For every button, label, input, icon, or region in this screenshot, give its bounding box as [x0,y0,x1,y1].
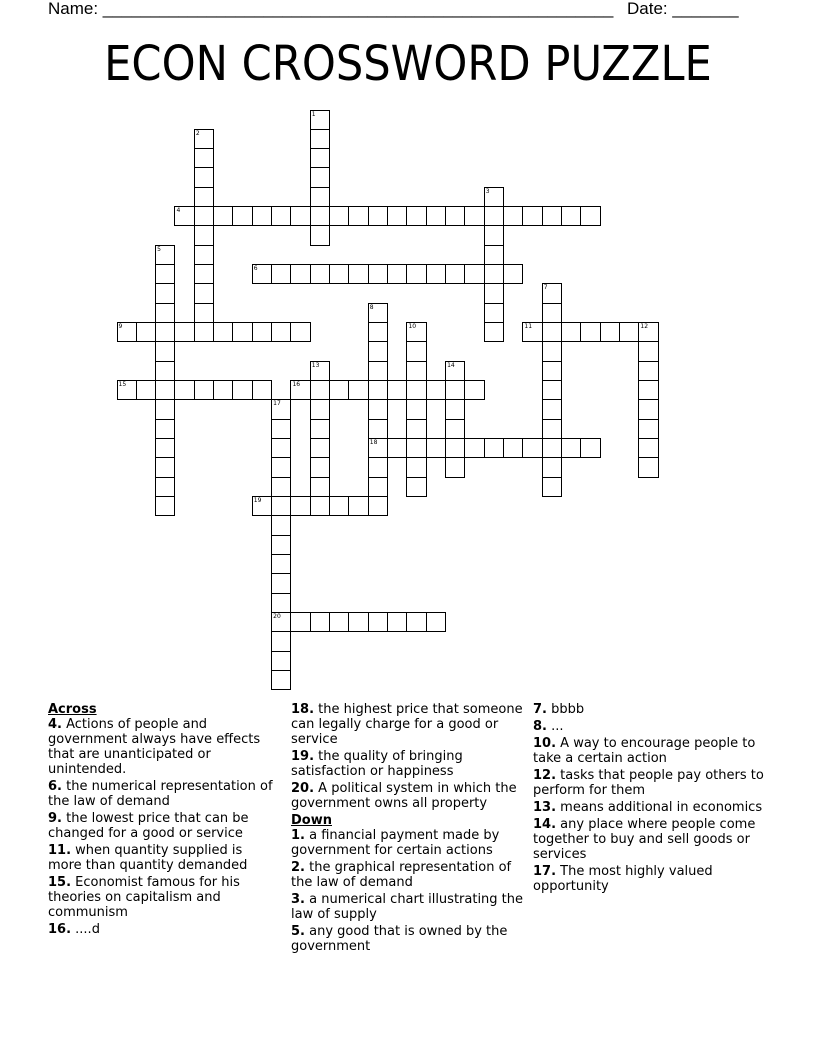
crossword-cell[interactable] [271,593,291,613]
crossword-cell[interactable] [368,322,388,342]
clue-number-17: 17 [273,400,281,408]
crossword-cell[interactable] [406,419,426,439]
clue-across-18: 18. the highest price that someone can legally charge for a good or service [291,702,523,747]
crossword-cell[interactable] [368,206,388,226]
crossword-cell[interactable] [406,612,426,632]
clue-number-10: 10 [408,323,417,331]
crossword-cell[interactable] [271,438,291,458]
crossword-cell[interactable] [368,477,388,497]
clue-down-12: 12. tasks that people pay others to perform for them [533,768,764,798]
clue-across-9: 9. the lowest price that can be changed for a good or service [48,811,249,841]
clue-across-19: 19. the quality of bringing satisfaction or happiness [291,749,463,779]
crossword-cell[interactable] [194,187,214,207]
clue-down-2: 2. the graphical representation of the law of demand [291,860,512,890]
crossword-cell[interactable] [271,670,291,690]
clues-column-2 [291,702,529,956]
crossword-cell[interactable] [387,264,407,284]
crossword-cell[interactable] [638,399,658,419]
crossword-cell[interactable] [484,245,504,265]
crossword-cell[interactable] [310,399,330,419]
clue-down-1: 1. a financial payment made by government for certain actions [291,828,500,858]
clue-number-7: 7 [543,284,548,292]
clue-down-17: 17. The most highly valued opportunity [533,864,713,894]
crossword-cell[interactable] [155,303,175,323]
name-blank[interactable]: ______________________________________________________ [102,0,614,18]
crossword-cell[interactable] [213,322,233,342]
clue-across-20: 20. A political system in which the government owns all property [291,781,517,811]
crossword-cell[interactable] [406,457,426,477]
crossword-cell[interactable] [503,264,523,284]
crossword-cell[interactable] [406,341,426,361]
clue-number-18: 18 [369,439,378,447]
crossword-cell[interactable] [542,341,562,361]
crossword-cell[interactable] [580,438,600,458]
crossword-cell[interactable] [329,206,349,226]
crossword-cell[interactable] [368,341,388,361]
clue-across-11: 11. when quantity supplied is more than quantity demanded [48,843,248,873]
across-heading: Across [48,702,97,717]
crossword-cell[interactable] [542,361,562,381]
crossword-cell[interactable] [194,148,214,168]
clue-across-15: 15. Economist famous for his theories on capitalism and communism [48,875,240,920]
crossword-cell[interactable] [271,496,291,516]
clue-down-8: 8. ... [533,719,564,734]
crossword-cell[interactable] [368,612,388,632]
crossword-cell[interactable] [426,380,446,400]
crossword-cell[interactable] [271,206,291,226]
crossword-cell[interactable] [290,264,310,284]
crossword-cell[interactable] [561,438,581,458]
crossword-cell[interactable] [542,303,562,323]
crossword-cell[interactable] [406,477,426,497]
crossword-cell[interactable] [155,380,175,400]
clue-number-6: 6 [253,265,258,273]
clue-number-2: 2 [195,129,200,137]
crossword-cell[interactable] [271,554,291,574]
crossword-cell[interactable] [271,515,291,535]
page-title: ECON CROSSWORD PUZZLE [104,36,712,92]
crossword-cell[interactable] [310,225,330,245]
crossword-cell[interactable] [484,303,504,323]
crossword-cell[interactable] [194,264,214,284]
crossword-cell[interactable] [194,225,214,245]
crossword-cell[interactable] [484,322,504,342]
crossword-cell[interactable] [600,322,620,342]
crossword-cell[interactable] [542,477,562,497]
crossword-cell[interactable] [310,457,330,477]
crossword-cell[interactable] [136,380,156,400]
crossword-cell[interactable] [310,206,330,226]
crossword-cell[interactable] [464,380,484,400]
crossword-cell[interactable] [368,496,388,516]
clues-column-1 [48,702,280,939]
crossword-cell[interactable] [155,419,175,439]
crossword-cell[interactable] [290,612,310,632]
crossword-cell[interactable] [638,419,658,439]
crossword-cell[interactable] [271,457,291,477]
crossword-cell[interactable] [406,380,426,400]
clue-number-19: 19 [253,497,262,505]
crossword-cell[interactable] [194,380,214,400]
crossword-cell[interactable] [368,399,388,419]
crossword-cell[interactable] [638,380,658,400]
crossword-cell[interactable] [580,206,600,226]
crossword-cell[interactable] [445,457,465,477]
clue-number-9: 9 [118,323,123,331]
crossword-cell[interactable] [155,457,175,477]
crossword-cell[interactable] [368,361,388,381]
crossword-cell[interactable] [155,341,175,361]
crossword-cell[interactable] [387,206,407,226]
crossword-cell[interactable] [426,206,446,226]
crossword-cell[interactable] [542,419,562,439]
clue-number-13: 13 [311,361,320,369]
name-label: Name: [48,0,103,18]
crossword-cell[interactable] [232,206,252,226]
crossword-cell[interactable] [194,303,214,323]
down-heading: Down [291,813,332,828]
clues-column-3 [533,702,768,896]
crossword-cell[interactable] [329,380,349,400]
crossword-cell[interactable] [155,496,175,516]
crossword-cell[interactable] [348,264,368,284]
crossword-cell[interactable] [310,496,330,516]
crossword-cell[interactable] [542,322,562,342]
date-blank[interactable]: _______ [672,0,739,18]
clue-across-16: 16. ....d [48,922,100,937]
crossword-cell[interactable] [445,380,465,400]
crossword-cell[interactable] [271,264,291,284]
crossword-cell[interactable] [155,283,175,303]
crossword-cell[interactable] [503,438,523,458]
crossword-cell[interactable] [310,129,330,149]
crossword-cell[interactable] [561,206,581,226]
clue-down-13: 13. means additional in economics [533,800,763,815]
crossword-cell[interactable] [445,399,465,419]
crossword-cell[interactable] [387,380,407,400]
crossword-cell[interactable] [348,206,368,226]
crossword-cell[interactable] [310,264,330,284]
crossword-cell[interactable] [426,264,446,284]
crossword-cell[interactable] [445,206,465,226]
crossword-cell[interactable] [542,457,562,477]
crossword-cell[interactable] [271,651,291,671]
clue-number-14: 14 [447,361,455,369]
crossword-cell[interactable] [619,322,639,342]
crossword-cell[interactable] [426,612,446,632]
crossword-cell[interactable] [426,438,446,458]
crossword-cell[interactable] [194,283,214,303]
crossword-cell[interactable] [464,206,484,226]
crossword-cell[interactable] [232,322,252,342]
crossword-cell[interactable] [271,419,291,439]
crossword-cell[interactable] [213,380,233,400]
crossword-cell[interactable] [406,399,426,419]
crossword-cell[interactable] [271,535,291,555]
crossword-cell[interactable] [368,264,388,284]
crossword-cell[interactable] [484,438,504,458]
crossword-cell[interactable] [445,438,465,458]
crossword-cell[interactable] [445,419,465,439]
clue-number-16: 16 [292,381,301,389]
crossword-cell[interactable] [194,245,214,265]
crossword-cell[interactable] [638,341,658,361]
crossword-cell[interactable] [252,380,272,400]
crossword-cell[interactable] [406,438,426,458]
crossword-cell[interactable] [387,612,407,632]
clue-number-5: 5 [157,245,161,253]
crossword-cell[interactable] [310,380,330,400]
crossword-cell[interactable] [445,264,465,284]
crossword-cell[interactable] [310,148,330,168]
crossword-cell[interactable] [522,438,542,458]
crossword-cell[interactable] [310,187,330,207]
crossword-cell[interactable] [310,167,330,187]
clue-number-12: 12 [640,323,649,331]
clue-down-5: 5. any good that is owned by the government [291,924,508,954]
clue-number-8: 8 [369,303,374,311]
clue-number-3: 3 [485,187,490,195]
crossword-cell[interactable] [194,167,214,187]
clue-number-11: 11 [524,323,533,331]
crossword-cell[interactable] [542,399,562,419]
crossword-cell[interactable] [271,322,291,342]
crossword-cell[interactable] [503,206,523,226]
crossword-cell[interactable] [174,380,194,400]
crossword-cell[interactable] [155,322,175,342]
crossword-cell[interactable] [464,264,484,284]
crossword-cell[interactable] [310,419,330,439]
crossword-cell[interactable] [155,361,175,381]
crossword-cell[interactable] [484,225,504,245]
crossword-cell[interactable] [271,573,291,593]
crossword-cell[interactable] [252,322,272,342]
crossword-cell[interactable] [290,496,310,516]
crossword-cell[interactable] [638,361,658,381]
crossword-cell[interactable] [484,206,504,226]
crossword-cell[interactable] [155,477,175,497]
date-label: Date: [627,0,673,18]
crossword-cell[interactable] [406,264,426,284]
crossword-cell[interactable] [561,322,581,342]
crossword-cell[interactable] [232,380,252,400]
clue-number-1: 1 [311,110,316,118]
crossword-cell[interactable] [194,322,214,342]
crossword-cell[interactable] [329,612,349,632]
crossword-cell[interactable] [174,322,194,342]
crossword-cell[interactable] [542,438,562,458]
clue-number-4: 4 [176,207,181,215]
clue-down-7: 7. bbbb [533,702,585,717]
clue-down-3: 3. a numerical chart illustrating the law of supply [291,892,524,922]
crossword-cell[interactable] [464,438,484,458]
clue-number-15: 15 [118,381,127,389]
crossword-cell[interactable] [348,380,368,400]
crossword-cell[interactable] [522,206,542,226]
crossword-cell[interactable] [136,322,156,342]
crossword-cell[interactable] [542,206,562,226]
crossword-cell[interactable] [638,457,658,477]
crossword-cell[interactable] [348,496,368,516]
clue-across-4: 4. Actions of people and government always have effects that are unanticipated or unintended. [48,717,261,777]
crossword-cell[interactable] [368,380,388,400]
crossword-cell[interactable] [484,264,504,284]
crossword-cell[interactable] [542,380,562,400]
crossword-cell[interactable] [329,264,349,284]
crossword-cell[interactable] [310,612,330,632]
crossword-cell[interactable] [580,322,600,342]
crossword-cell[interactable] [271,631,291,651]
crossword-cell[interactable] [484,283,504,303]
crossword-cell[interactable] [155,438,175,458]
crossword-cell[interactable] [271,477,291,497]
crossword-cell[interactable] [368,457,388,477]
clue-down-14: 14. any place where people come together to buy and sell goods or services [533,817,756,862]
crossword-cell[interactable] [329,496,349,516]
crossword-cell[interactable] [155,399,175,419]
crossword-cell[interactable] [310,477,330,497]
crossword-cell[interactable] [290,322,310,342]
clue-number-20: 20 [273,613,281,621]
crossword-cell[interactable] [290,206,310,226]
crossword-cell[interactable] [155,264,175,284]
crossword-cell[interactable] [406,361,426,381]
crossword-cell[interactable] [368,419,388,439]
crossword-cell[interactable] [638,438,658,458]
crossword-cell[interactable] [310,438,330,458]
crossword-cell[interactable] [194,206,214,226]
crossword-cell[interactable] [252,206,272,226]
clue-down-10: 10. A way to encourage people to take a certain action [533,736,756,766]
crossword-cell[interactable] [348,612,368,632]
clue-across-6: 6. the numerical representation of the law of demand [48,779,273,809]
crossword-cell[interactable] [213,206,233,226]
crossword-cell[interactable] [387,438,407,458]
crossword-cell[interactable] [406,206,426,226]
